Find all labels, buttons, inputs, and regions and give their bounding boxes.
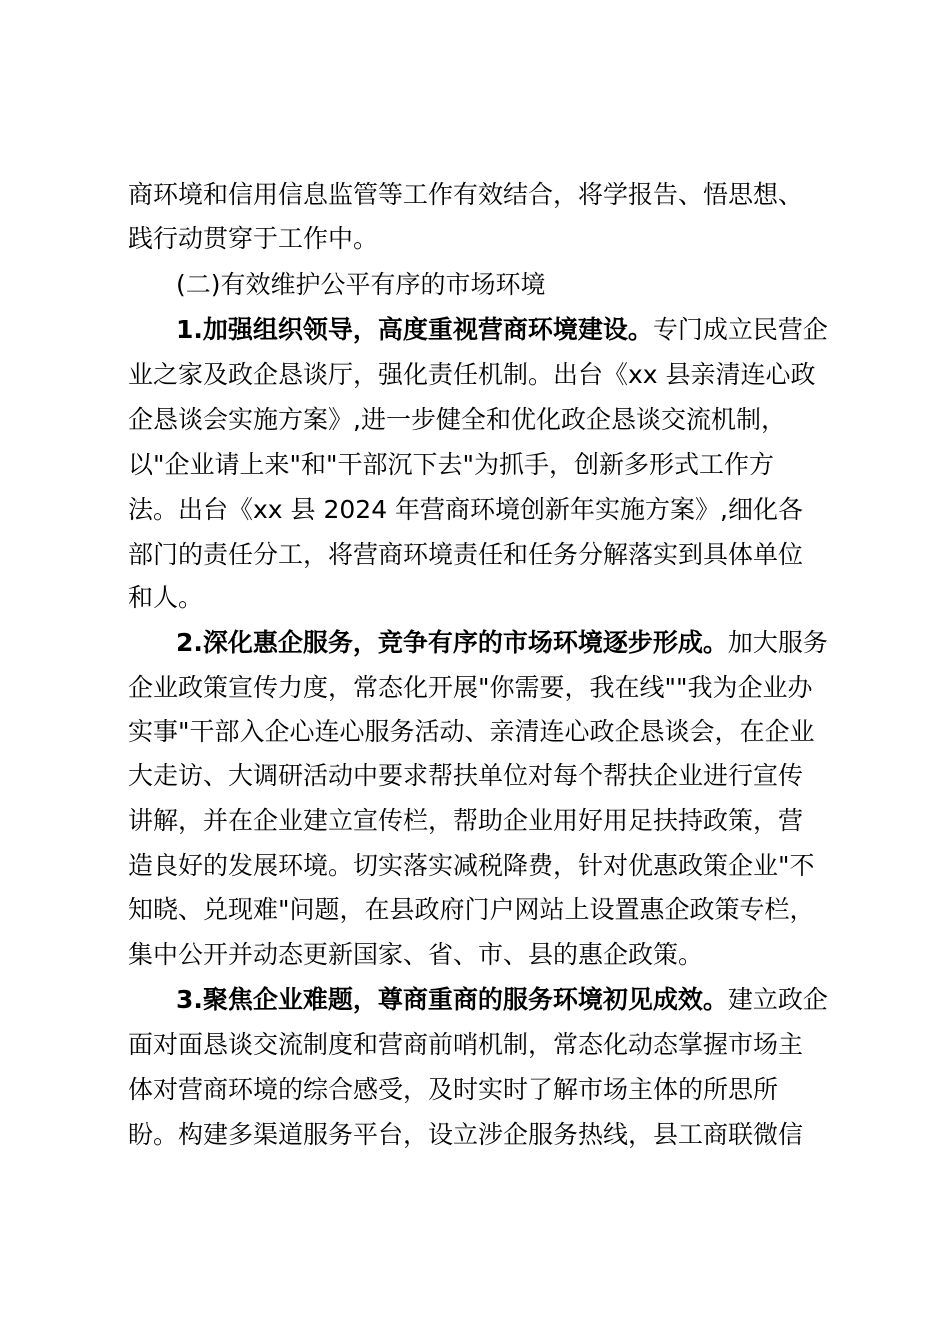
- paragraph-line: 企业政策宣传力度，常态化开展"你需要，我在线""我为企业办: [128, 673, 813, 702]
- paragraph-line: 部门的责任分工，将营商环境责任和任务分解落实到具体单位: [128, 540, 804, 569]
- paragraph-line: 1.加强组织领导，高度重视营商环境建设。专门成立民营企: [176, 315, 828, 344]
- paragraph-line: 大走访、大调研活动中要求帮扶单位对每个帮扶企业进行宣传: [128, 761, 804, 790]
- subheading-3: 3.聚焦企业难题，尊商重商的服务环境初见成效。: [176, 985, 728, 1014]
- paragraph-line: 体对营商环境的综合感受，及时实时了解市场主体的所思所: [128, 1075, 779, 1104]
- section-heading: (二)有效维护公平有序的市场环境: [176, 270, 546, 299]
- paragraph-line: 2.深化惠企服务，竞争有序的市场环境逐步形成。加大服务: [176, 628, 828, 657]
- paragraph-line: 造良好的发展环境。切实落实减税降费，针对优惠政策企业"不: [128, 851, 815, 880]
- paragraph-line: 知晓、兑现难"问题，在县政府门户网站上设置惠企政策专栏，: [128, 895, 815, 924]
- paragraph-line: 讲解，并在企业建立宣传栏，帮助企业用好用足扶持政策，营: [128, 806, 804, 835]
- subheading-2: 2.深化惠企服务，竞争有序的市场环境逐步形成。: [176, 628, 728, 657]
- paragraph-line: 践行动贯穿于工作中。: [128, 224, 379, 253]
- paragraph-line: 业之家及政企恳谈厅，强化责任机制。出台《xx 县亲清连心政: [128, 360, 816, 389]
- paragraph-line: 实事"干部入企心连心服务活动、亲清连心政企恳谈会，在企业: [128, 717, 815, 746]
- paragraph-line: 盼。构建多渠道服务平台，设立涉企服务热线，县工商联微信: [128, 1120, 804, 1149]
- paragraph-line: 以"企业请上来"和"干部沉下去"为抓手，创新多形式工作方: [128, 450, 774, 479]
- paragraph-line: 3.聚焦企业难题，尊商重商的服务环境初见成效。建立政企: [176, 985, 828, 1014]
- subheading-1: 1.加强组织领导，高度重视营商环境建设。: [176, 315, 653, 344]
- paragraph-line: 面对面恳谈交流制度和营商前哨机制，常态化动态掌握市场主: [128, 1030, 804, 1059]
- paragraph-line: 集中公开并动态更新国家、省、市、县的惠企政策。: [128, 940, 704, 969]
- paragraph-line: 商环境和信用信息监管等工作有效结合，将学报告、悟思想、: [128, 180, 804, 209]
- paragraph-line: 法。出台《xx 县 2024 年营商环境创新年实施方案》,细化各: [128, 495, 804, 524]
- paragraph-line: 企恳谈会实施方案》,进一步健全和优化政企恳谈交流机制，: [128, 405, 786, 434]
- paragraph-line: 和人。: [128, 583, 204, 612]
